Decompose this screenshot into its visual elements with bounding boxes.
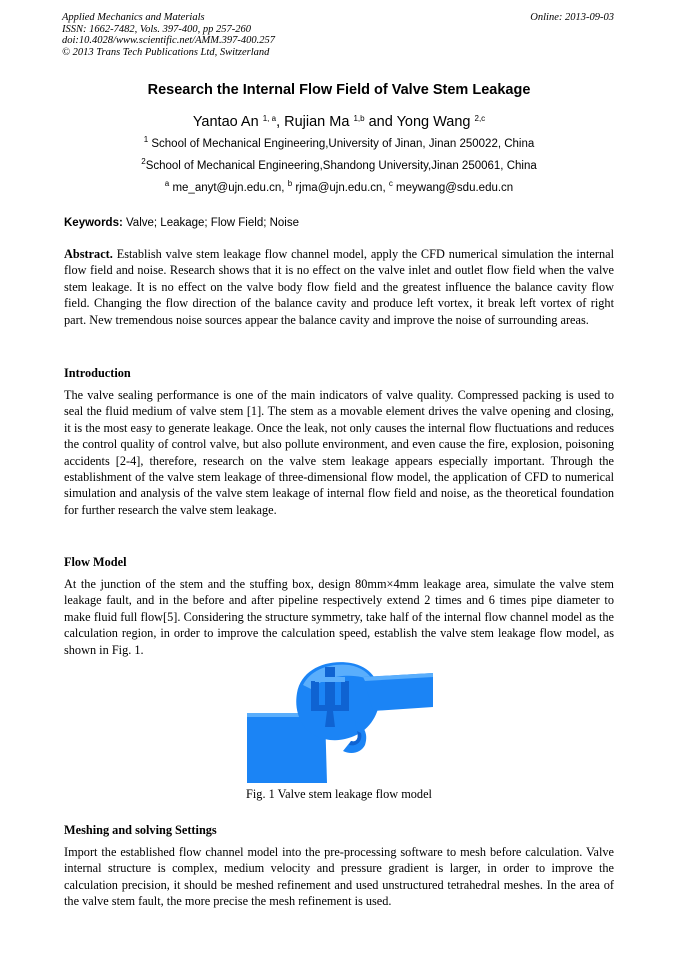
keywords-text: Valve; Leakage; Flow Field; Noise — [122, 217, 300, 229]
author-name: Yantao An — [192, 114, 259, 130]
affiliation-mark: 1 — [143, 135, 149, 144]
meshing-paragraph: Import the established flow channel model into the pre-processing software to mesh before calculation. Valve internal structure is complex, medium velocity and pressure gradient is larger, in order to improve the calculation precision, it should be meshed refinement and used unstructured tetrahedral meshes. In the area of the valve stem fault, the more precise the mesh refinement is used. — [64, 845, 614, 909]
author-name: Rujian Ma — [284, 114, 350, 130]
copyright-line: © 2013 Trans Tech Publications Ltd, Switzerland — [62, 46, 270, 58]
keywords-label: Keywords: — [64, 217, 123, 229]
author-name: Yong Wang — [396, 114, 471, 130]
abstract-text: Establish valve stem leakage flow channel model, apply the CFD numerical simulation the internal flow field and noise. Research shows that it is no effect on the valve inlet and outlet flow field when the valve stem leakage. It is no effect on the valve body flow field and the greatest influence the balance cavity flow field. Changing the flow direction of the balance cavity and produce left vortex, it break left vortex of right part. New tremendous noise sources appear the balance cavity and improve the noise of surrounding areas. — [64, 247, 614, 327]
figure-caption: Fig. 1 Valve stem leakage flow model — [246, 787, 432, 801]
email-address: rjma@ujn.edu.cn, — [292, 182, 389, 194]
affiliation-2 — [0, 157, 678, 172]
email-address: me_anyt@ujn.edu.cn, — [169, 182, 288, 194]
author-affiliation-mark: 1,b — [353, 114, 365, 123]
author-separator: and — [364, 114, 397, 130]
email-address: meywang@sdu.edu.cn — [392, 182, 514, 194]
author-affiliation-mark: 1, a — [262, 114, 277, 123]
section-heading-flow-model: Flow Model — [64, 555, 127, 569]
paper-title: Research the Internal Flow Field of Valve Stem Leakage — [147, 82, 531, 98]
journal-name: Applied Mechanics and Materials — [62, 12, 205, 23]
email-mark: b — [287, 179, 293, 188]
affiliation-mark: 2 — [141, 157, 146, 166]
valve-stem — [325, 667, 335, 711]
issn-line: ISSN: 1662-7482, Vols. 397-400, pp 257-260 — [62, 23, 251, 35]
section-heading-introduction: Introduction — [64, 366, 131, 380]
section-heading-meshing: Meshing and solving Settings — [64, 823, 217, 837]
journal-header — [62, 12, 275, 58]
valve-flow-model-figure — [245, 655, 435, 785]
abstract — [64, 246, 614, 328]
author-line — [0, 114, 678, 130]
email-mark: a — [164, 179, 170, 188]
doi-line: doi:10.4028/www.scientific.net/AMM.397-400.257 — [62, 35, 275, 46]
keywords — [64, 217, 299, 229]
author-affiliation-mark: 2,c — [474, 114, 486, 123]
email-mark: c — [388, 179, 393, 188]
introduction-paragraph: The valve sealing performance is one of the main indicators of valve quality. Compressed packing is used to seal the fluid medium of valve stem [1]. The stem as a movable element drives the valve opening and closing, it is the most easy to generate leakage. Once the leak, not only causes the internal flow fluctuations and reduces the control quality of control valve, but also pollute environment, and even cause the fire, explosion, poisoning accidents [2-4], therefore, research on the valve stem leakage appears especially important. Through the establishment of the valve stem leakage of three-dimensional flow model, the application of CFD to numerical simulation and analysis of the valve stem leakage of internal flow field and noise, as the theoretical foundation for further research the valve stem leakage. — [64, 388, 614, 517]
affiliation-text: School of Mechanical Engineering,Shandong University,Jinan 250061, China — [145, 160, 537, 172]
email-line — [0, 179, 678, 194]
affiliation-1 — [0, 135, 678, 150]
flow-model-paragraph: At the junction of the stem and the stuffing box, design 80mm×4mm leakage area, simulate the valve stem leakage fault, and in the before and after pipeline respectively extend 2 times and 6 times pipe diameter to make fluid full flow[5]. Considering the structure symmetry, take half of the internal flow channel model as the calculation region, in order to improve the calculation speed, establish the valve stem leakage flow model, as shown in Fig. 1. — [64, 577, 614, 657]
abstract-label: Abstract. — [64, 247, 113, 261]
affiliation-text: School of Mechanical Engineering,University of Jinan, Jinan 250022, China — [148, 138, 535, 150]
online-date: Online: 2013-09-03 — [530, 12, 614, 23]
author-separator: , — [276, 114, 285, 130]
valve-model-illustration — [245, 655, 435, 785]
